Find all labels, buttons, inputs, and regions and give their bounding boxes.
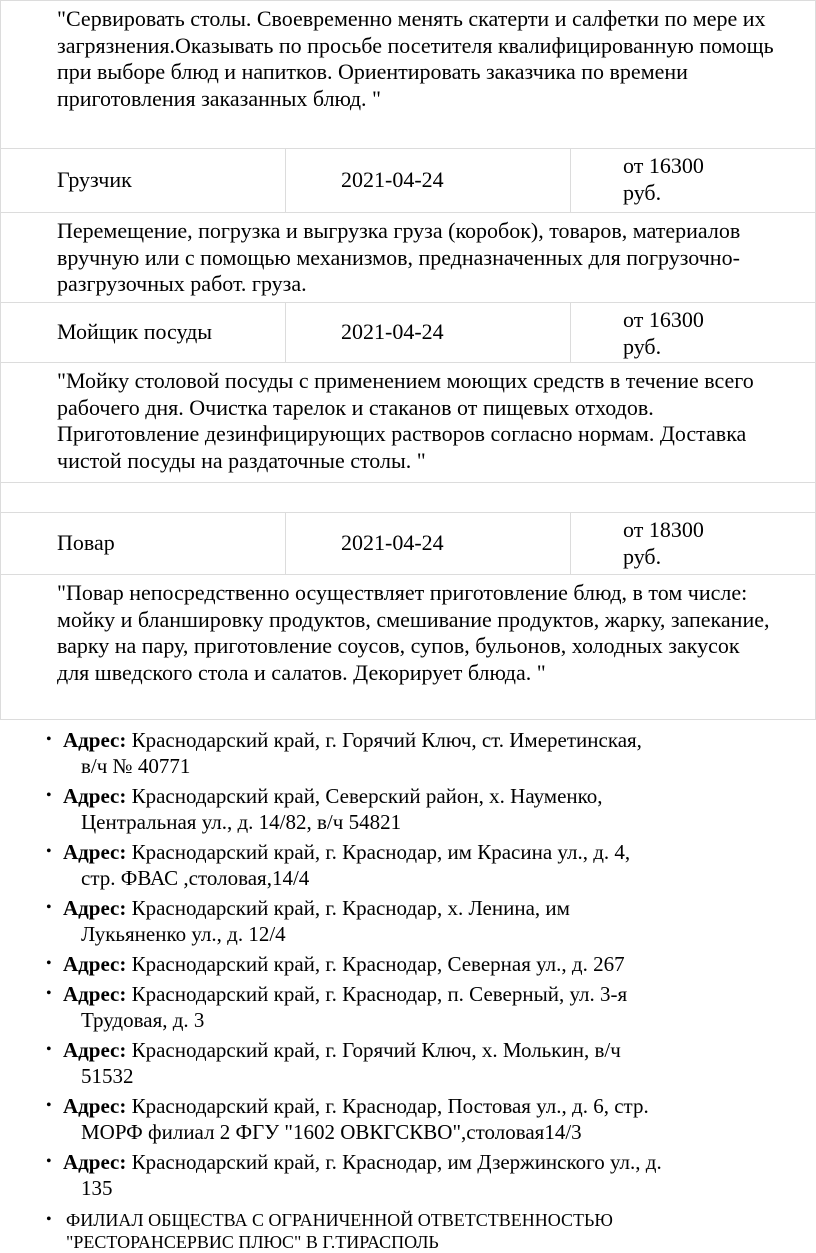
- job-title[interactable]: Повар: [1, 513, 286, 574]
- bullet-icon: •: [46, 985, 52, 1002]
- address-label: Адрес:: [63, 896, 127, 920]
- address-list: [0, 727, 816, 1253]
- job-title[interactable]: Мойщик посуды: [1, 303, 286, 362]
- address-item: [0, 1149, 816, 1201]
- address-line2: Трудовая, д. 3: [81, 1008, 205, 1032]
- bullet-icon: •: [46, 787, 52, 804]
- address-line2: 51532: [81, 1064, 134, 1088]
- bullet-icon: •: [46, 899, 52, 916]
- job-description-text: "Мойку столовой посуды с применением моющих средств в течение всего рабочего дня. Очистка тарелок и стаканов от пищевых отходов. Приготовление дезинфицирующих растворов согласно нормам. Доставка чистой посуды на раздаточные столы. ": [57, 368, 754, 473]
- job-salary: [571, 303, 815, 362]
- address-item: [0, 839, 816, 891]
- job-salary: [571, 149, 815, 212]
- bullet-icon: •: [46, 1041, 52, 1058]
- address-label: Адрес:: [63, 982, 127, 1006]
- address-line2: Центральная ул., д. 14/82, в/ч 54821: [81, 810, 402, 834]
- job-description-text: "Сервировать столы. Своевременно менять скатерти и салфетки по мере их загрязнения.Оказывать по просьбе посетителя квалифицированную помощь при выборе блюд и напитков. Ориентировать заказчика по времени приготовления заказанных блюд. ": [57, 6, 774, 111]
- address-label: Адрес:: [63, 1038, 127, 1062]
- salary-currency: руб.: [623, 333, 662, 359]
- address-line1: Краснодарский край, г. Горячий Ключ, ст. Имеретинская,: [131, 728, 642, 752]
- job-date: 2021-04-24: [286, 303, 571, 362]
- address-line1: Краснодарский край, г. Краснодар, Северная ул., д. 267: [131, 952, 625, 976]
- address-line1: Краснодарский край, г. Краснодар, им Дзержинского ул., д.: [131, 1150, 662, 1174]
- address-item: [0, 727, 816, 779]
- job-row-cook[interactable]: [0, 512, 816, 574]
- job-title[interactable]: Грузчик: [1, 149, 286, 212]
- bullet-icon: •: [46, 1211, 52, 1228]
- job-description-loader: [0, 212, 816, 302]
- address-line2: 135: [81, 1176, 113, 1200]
- address-line1: Краснодарский край, г. Горячий Ключ, х. Молькин, в/ч: [131, 1038, 621, 1062]
- address-line1: Краснодарский край, г. Краснодар, х. Ленина, им: [131, 896, 570, 920]
- salary-currency: руб.: [623, 543, 662, 569]
- address-item: [0, 895, 816, 947]
- bullet-icon: •: [46, 955, 52, 972]
- salary-amount: от 18300: [623, 517, 704, 542]
- address-line2: стр. ФВАС ,столовая,14/4: [81, 866, 310, 890]
- address-item: [0, 1093, 816, 1145]
- job-salary: [571, 513, 815, 574]
- bullet-icon: •: [46, 731, 52, 748]
- address-label: Адрес:: [63, 1094, 127, 1118]
- salary-amount: от 16300: [623, 153, 704, 178]
- bullet-icon: •: [46, 843, 52, 860]
- address-label: Адрес:: [63, 784, 127, 808]
- job-row-dishwasher[interactable]: [0, 302, 816, 362]
- address-line2: в/ч № 40771: [81, 754, 191, 778]
- address-item: [0, 783, 816, 835]
- organization-line1: ФИЛИАЛ ОБЩЕСТВА С ОГРАНИЧЕННОЙ ОТВЕТСТВЕННОСТЬЮ: [66, 1210, 613, 1230]
- job-date: 2021-04-24: [286, 149, 571, 212]
- address-item: [0, 951, 816, 977]
- address-label: Адрес:: [63, 728, 127, 752]
- address-line2: Лукьяненко ул., д. 12/4: [81, 922, 286, 946]
- address-line2: МОРФ филиал 2 ФГУ "1602 ОВКГСКВО",столовая14/3: [81, 1120, 582, 1144]
- job-description-text: Перемещение, погрузка и выгрузка груза (коробок), товаров, материалов вручную или с помощью механизмов, предназначенных для погрузочно-разгрузочных работ. груза.: [57, 218, 741, 296]
- job-description-dishwasher: [0, 362, 816, 482]
- organization-item: [0, 1209, 816, 1253]
- salary-amount: от 16300: [623, 307, 704, 332]
- address-line1: Краснодарский край, Северский район, х. Науменко,: [131, 784, 603, 808]
- salary-currency: руб.: [623, 179, 662, 205]
- address-label: Адрес:: [63, 952, 127, 976]
- job-date: 2021-04-24: [286, 513, 571, 574]
- job-row-loader[interactable]: [0, 148, 816, 212]
- organization-line2: "РЕСТОРАНСЕРВИС ПЛЮС" В Г.ТИРАСПОЛЬ: [66, 1232, 439, 1252]
- table-spacer-row: [0, 482, 816, 512]
- bullet-icon: •: [46, 1153, 52, 1170]
- address-item: [0, 1037, 816, 1089]
- bullet-icon: •: [46, 1097, 52, 1114]
- address-line1: Краснодарский край, г. Краснодар, п. Северный, ул. 3-я: [131, 982, 628, 1006]
- address-label: Адрес:: [63, 840, 127, 864]
- address-line1: Краснодарский край, г. Краснодар, Постовая ул., д. 6, стр.: [131, 1094, 649, 1118]
- job-description-waiter: [0, 0, 816, 148]
- address-label: Адрес:: [63, 1150, 127, 1174]
- job-description-cook: [0, 574, 816, 720]
- address-item: [0, 981, 816, 1033]
- job-description-text: "Повар непосредственно осуществляет приготовление блюд, в том числе: мойку и бланшировку продуктов, смешивание продуктов, жарку, запекание, варку на пару, приготовление соусов, супов, бульонов, холодных закусок для шведского стола и салатов. Декорирует блюда. ": [57, 580, 770, 685]
- address-line1: Краснодарский край, г. Краснодар, им Красина ул., д. 4,: [131, 840, 631, 864]
